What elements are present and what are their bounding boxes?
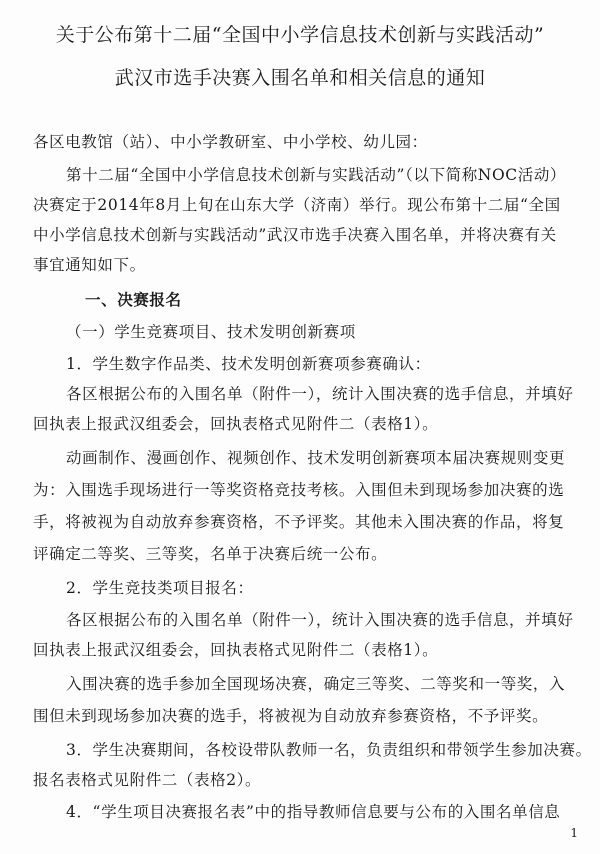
item-1-para-2-line-3: 手，将被视为自动放弃参赛资格，不予评奖。其他未入围决赛的作品，将复 <box>33 513 565 531</box>
item-3-line-1: 3．学生决赛期间，各校设带队教师一名，负责组织和带领学生参加决赛。 <box>66 741 592 759</box>
item-1-para-1-line-1: 各区根据公布的入围名单（附件一），统计入围决赛的选手信息，并填好 <box>66 385 574 403</box>
section-heading-1: 一、决赛报名 <box>85 290 182 309</box>
intro-line-4: 事宜通知如下。 <box>33 256 146 274</box>
intro-line-3: 中小学信息技术创新与实践活动”武汉市选手决赛入围名单，并将决赛有关 <box>33 226 557 244</box>
item-1-para-2-line-4: 评确定二等奖、三等奖，名单于决赛后统一公布。 <box>33 545 388 563</box>
item-2-para-1-line-2: 回执表上报武汉组委会，回执表格式见附件二（表格1）。 <box>33 641 439 659</box>
item-1-para-1-line-2: 回执表上报武汉组委会，回执表格式见附件二（表格1）。 <box>33 415 439 433</box>
page-number: 1 <box>570 826 578 840</box>
item-2-para-2-line-2: 围但未到现场参加决赛的选手，将被视为自动放弃参赛资格，不予评奖。 <box>33 707 549 725</box>
salutation: 各区电教馆（站）、中小学教研室、中小学校、幼儿园： <box>33 133 428 151</box>
item-4-line-1: 4．“学生项目决赛报名表”中的指导教师信息要与公布的入围名单信息 <box>66 803 561 821</box>
item-1-para-2-line-2: 为：入围选手现场进行一等奖资格竞技考核。入围但未到现场参加决赛的选 <box>33 481 565 499</box>
item-3-line-2: 报名表格式见附件二（表格2）。 <box>33 771 262 789</box>
document-title-line-1: 关于公布第十二届“全国中小学信息技术创新与实践活动” <box>55 24 545 46</box>
item-2-para-1-line-1: 各区根据公布的入围名单（附件一），统计入围决赛的选手信息，并填好 <box>66 611 574 629</box>
item-1-heading: 1．学生数字作品类、技术发明创新赛项参赛确认： <box>66 355 431 373</box>
item-2-heading: 2．学生竞技类项目报名： <box>66 579 254 597</box>
document-title-line-2: 武汉市选手决赛入围名单和相关信息的通知 <box>114 67 486 89</box>
intro-line-1: 第十二届“全国中小学信息技术创新与实践活动”（以下简称NOC活动） <box>66 166 567 184</box>
item-1-para-2-line-1: 动画制作、漫画创作、视频创作、技术发明创新赛项本届决赛规则变更 <box>66 449 566 467</box>
item-2-para-2-line-1: 入围决赛的选手参加全国现场决赛，确定三等奖、二等奖和一等奖，入 <box>66 675 566 693</box>
subsection-heading-1: （一）学生竞赛项目、技术发明创新赛项 <box>66 323 356 341</box>
intro-line-2: 决赛定于2014年8月上旬在山东大学（济南）举行。现公布第十二届“全国 <box>33 196 561 214</box>
